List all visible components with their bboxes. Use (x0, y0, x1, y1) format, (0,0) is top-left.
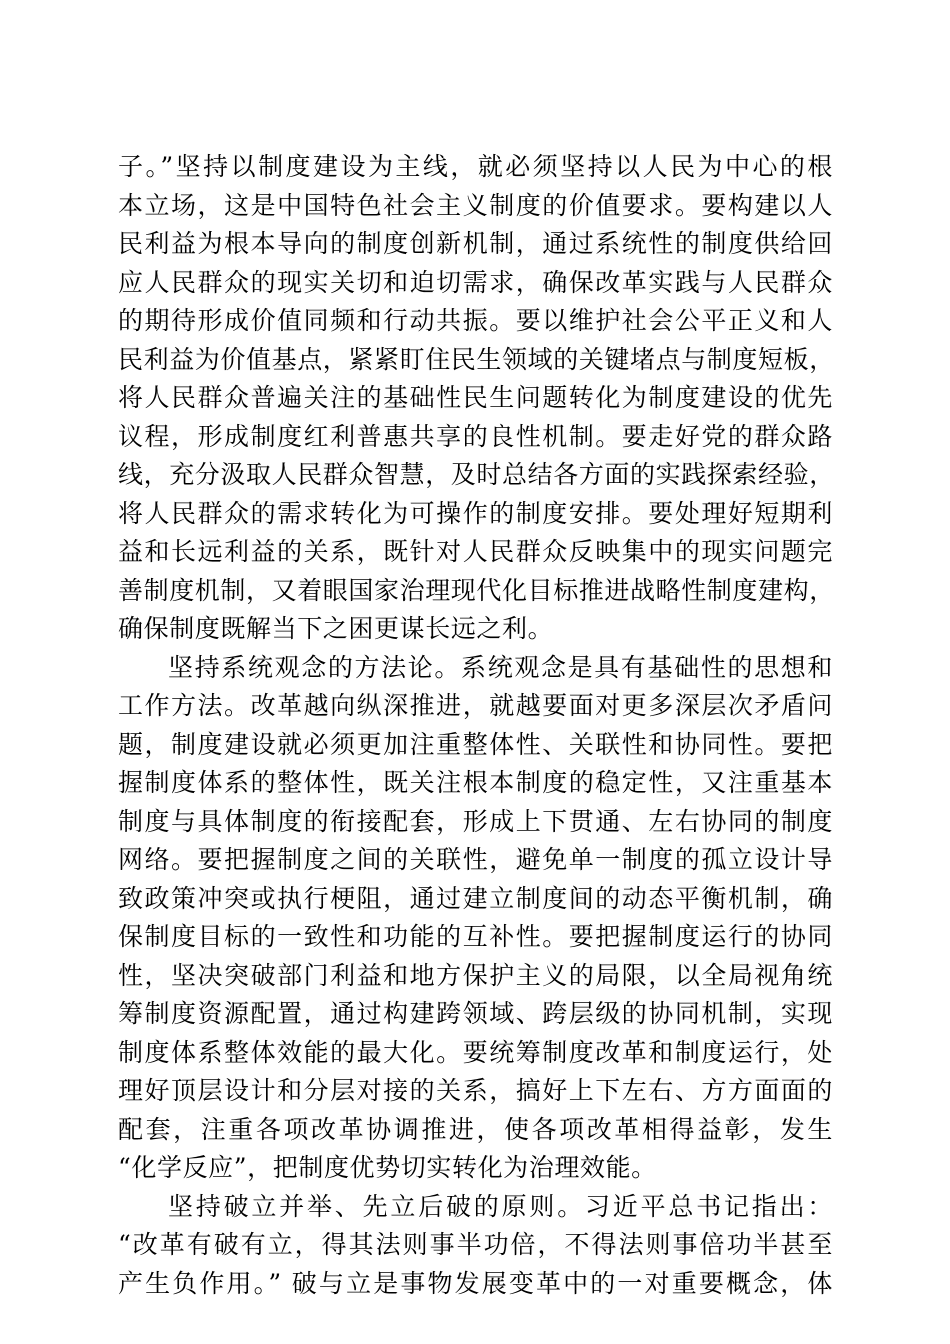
paragraph (118, 1188, 833, 1304)
text-line: 配套，注重各项改革协调推进，使各项改革相得益彰，发生 (118, 1114, 833, 1144)
text-line: 确保制度既解当下之困更谋长远之利。 (118, 614, 554, 643)
text-line: 线，充分汲取人民群众智慧，及时总结各方面的实践探索经验， (118, 460, 835, 489)
text-line: 本立场，这是中国特色社会主义制度的价值要求。要构建以人 (118, 190, 833, 220)
text-line: 保制度目标的一致性和功能的互补性。要把握制度运行的协同 (118, 922, 833, 951)
paragraph (118, 148, 833, 649)
text-line: 坚持系统观念的方法论。系统观念是具有基础性的思想和 (168, 652, 833, 682)
text-line: 性，坚决突破部门利益和地方保护主义的局限，以全局视角统 (118, 960, 833, 990)
text-line: 致政策冲突或执行梗阻，通过建立制度间的动态平衡机制，确 (118, 883, 833, 913)
document-body (118, 148, 833, 1303)
text-line: 制度与具体制度的衔接配套，形成上下贯通、左右协同的制度 (118, 806, 833, 836)
text-line: 将人民群众的需求转化为可操作的制度安排。要处理好短期利 (118, 498, 833, 528)
paragraph (118, 649, 833, 1188)
text-line: 工作方法。改革越向纵深推进，就越要面对更多深层次矛盾问 (118, 691, 833, 720)
text-line: 筹制度资源配置，通过构建跨领域、跨层级的协同机制，实现 (118, 999, 833, 1028)
text-line: 握制度体系的整体性，既关注根本制度的稳定性，又注重基本 (118, 768, 833, 797)
text-line: 的期待形成价值同频和行动共振。要以维护社会公平正义和人 (118, 306, 833, 335)
text-line: “化学反应”，把制度优势切实转化为治理效能。 (118, 1153, 657, 1182)
text-line: 坚持破立并举、先立后破的原则。习近平总书记指出： (168, 1191, 833, 1221)
text-line: 子。”坚持以制度建设为主线，就必须坚持以人民为中心的根 (118, 152, 833, 181)
text-line: 理好顶层设计和分层对接的关系，搞好上下左右、方方面面的 (118, 1076, 833, 1105)
text-line: 将人民群众普遍关注的基础性民生问题转化为制度建设的优先 (118, 383, 833, 412)
text-line: 民利益为根本导向的制度创新机制，通过系统性的制度供给回 (118, 229, 833, 258)
text-line: 善制度机制，又着眼国家治理现代化目标推进战略性制度建构， (118, 575, 835, 605)
text-line: “改革有破有立，得其法则事半功倍，不得法则事倍功半甚至 (118, 1230, 833, 1259)
text-line: 益和长远利益的关系，既针对人民群众反映集中的现实问题完 (118, 537, 833, 566)
text-line: 应人民群众的现实关切和迫切需求，确保改革实践与人民群众 (118, 267, 833, 297)
text-line: 制度体系整体效能的最大化。要统筹制度改革和制度运行，处 (118, 1037, 833, 1067)
text-line: 产生负作用。” 破与立是事物发展变革中的一对重要概念，体 (118, 1268, 833, 1298)
text-line: 网络。要把握制度之间的关联性，避免单一制度的孤立设计导 (118, 845, 833, 874)
text-line: 议程，形成制度红利普惠共享的良性机制。要走好党的群众路 (118, 421, 833, 451)
text-line: 题，制度建设就必须更加注重整体性、关联性和协同性。要把 (118, 729, 833, 759)
text-line: 民利益为价值基点，紧紧盯住民生领域的关键堵点与制度短板， (118, 344, 835, 374)
